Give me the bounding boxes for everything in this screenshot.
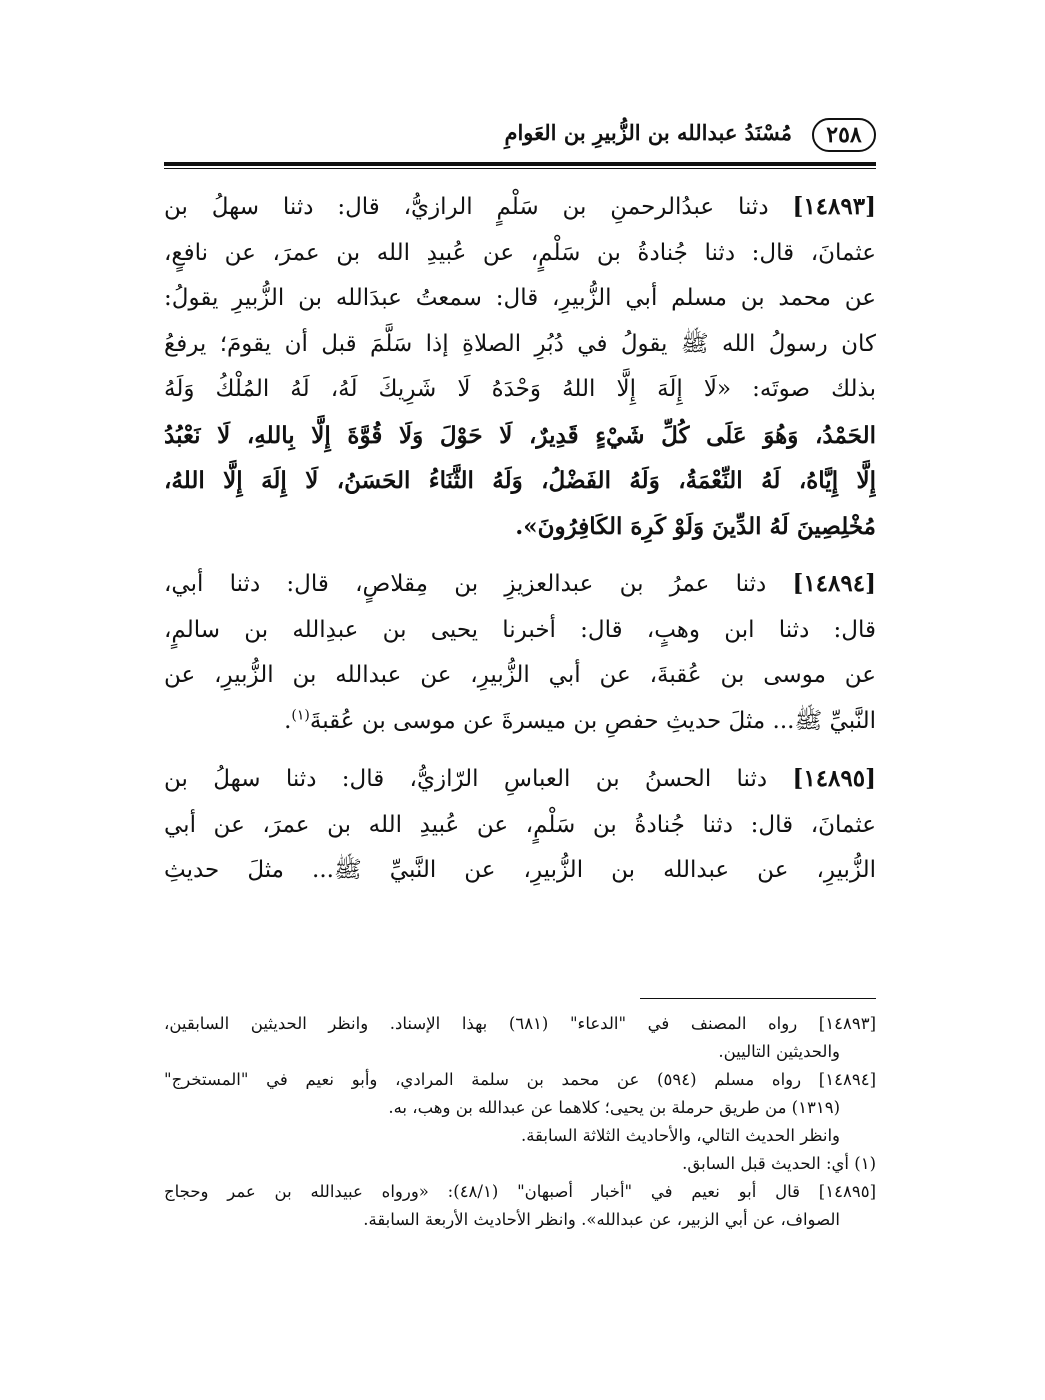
text-line: إِلَّا إِيَّاهُ، لَهُ النِّعْمَةُ، وَلَهُ الفَضْلُ، وَلَهُ الثَّنَاءُ الحَسَنُ، لَا إِلَهَ إِلَّا اللهُ، — [164, 467, 876, 494]
hadith-number: [١٤٨٩٤] — [792, 570, 876, 597]
footnote-line: الصواف، عن أبي الزبير، عن عبدالله». وانظر الأحاديث الأربعة السابقة. — [363, 1210, 840, 1229]
header-rule-thin — [164, 168, 876, 169]
text-line: الحَمْدُ، وَهُوَ عَلَى كُلِّ شَيْءٍ قَدِيرٌ، لَا حَوْلَ وَلَا قُوَّةَ إِلَّا بِاللهِ، لَا نَعْبُدُ — [164, 421, 876, 449]
text-line: كان رسولُ الله ﷺ يقولُ في دُبُرِ الصلاةِ إذا سَلَّمَ قبل أن يقومَ؛ يرفعُ — [164, 330, 876, 357]
text-line: النَّبيِّ ﷺ... مثلَ حديثِ حفصِ بن ميسرةَ عن موسى بن عُقبةَ$^{(١)}$. — [284, 706, 876, 734]
footnotes — [164, 1010, 876, 1234]
text-line: عثمانَ، قال: دثنا جُنادةُ بن سَلْمٍ، عن عُبيدِ الله بن عمرَ، عن أبي — [164, 811, 876, 838]
text-line: [١٤٨٩٣] دثنا عبدُالرحمنِ بن سَلْمٍ الرازيُّ، قال: دثنا سهلُ بن — [164, 193, 876, 220]
footnote-line: (١) أي: الحديث قبل السابق. — [682, 1154, 876, 1173]
text-line: مُخْلِصِينَ لَهُ الدِّينَ وَلَوْ كَرِهَ الكَافِرُونَ». — [515, 512, 876, 540]
hadith-number: [١٤٨٩٥] — [792, 765, 876, 792]
footnote-line: [١٤٨٩٥] قال أبو نعيم في "أخبار أصبهان" (٤٨/١): «ورواه عبيدالله بن عمر وحجاج — [164, 1182, 876, 1201]
page-header — [164, 112, 876, 160]
footnote-line: وانظر الحديث التالي، والأحاديث الثلاثة السابقة. — [520, 1126, 840, 1145]
footnote-line: [١٤٨٩٣] رواه المصنف في "الدعاء" (٦٨١) بهذا الإسناد. وانظر الحديثين السابقين، — [164, 1014, 876, 1033]
text-line: [١٤٨٩٥] دثنا الحسنُ بن العباسِ الرّازيُّ، قال: دثنا سهلُ بن — [164, 765, 876, 792]
hadith-entry-14893 — [164, 184, 876, 549]
hadith-entry-14895 — [164, 756, 876, 894]
text-line: قال: دثنا ابن وهبٍ، قال: أخبرنا يحيى بن عبدِالله بن سالمٍ، — [164, 616, 876, 643]
main-text — [164, 184, 876, 894]
text-line: عن موسى بن عُقبةَ، عن أبي الزُّبيرِ، عن عبدالله بن الزُّبيرِ، عن — [164, 662, 876, 688]
text-line: الزُّبيرِ، عن عبدالله بن الزُّبيرِ، عن النَّبيِّ ﷺ... مثلَ حديثِ — [164, 857, 876, 883]
running-title: مُسْنَدُ عبدالله بن الزُّبيرِ بن العَوامِ — [504, 120, 792, 145]
page-number-badge — [812, 118, 876, 152]
text-line: [١٤٨٩٤] دثنا عمرُ بن عبدالعزيزِ بن مِقلاصٍ، قال: دثنا أبي، — [164, 570, 876, 597]
hadith-entry-14894 — [164, 561, 876, 744]
footnote-marker: (١) — [291, 706, 310, 723]
text-line: عثمانَ، قال: دثنا جُنادةُ بن سَلْمٍ، عن عُبيدِ الله بن عمرَ، عن نافعٍ، — [164, 239, 876, 266]
footnote-line: [١٤٨٩٤] رواه مسلم (٥٩٤) عن محمد بن سلمة المرادي، وأبو نعيم في "المستخرج" — [164, 1070, 876, 1089]
text-line: بذلك صوتَه: «لَا إِلَهَ إِلَّا اللهُ وَحْدَهُ لَا شَرِيكَ لَهُ، لَهُ المُلْكُ وَلَهُ — [164, 376, 876, 402]
header-rule-thick — [164, 162, 876, 166]
footnote-line: (١٣١٩) من طريق حرملة بن يحيى؛ كلاهما عن عبدالله بن وهب، به. — [388, 1098, 840, 1117]
footnote-separator — [640, 998, 876, 999]
page-number: ٢٥٨ — [826, 122, 862, 148]
hadith-number: [١٤٨٩٣] — [792, 193, 876, 220]
text-line: عن محمد بن مسلم أبي الزُّبيرِ، قال: سمعتُ عبدَالله بن الزُّبيرِ يقولُ: — [164, 285, 876, 311]
footnote-line: والحديثين التاليين. — [718, 1042, 840, 1061]
